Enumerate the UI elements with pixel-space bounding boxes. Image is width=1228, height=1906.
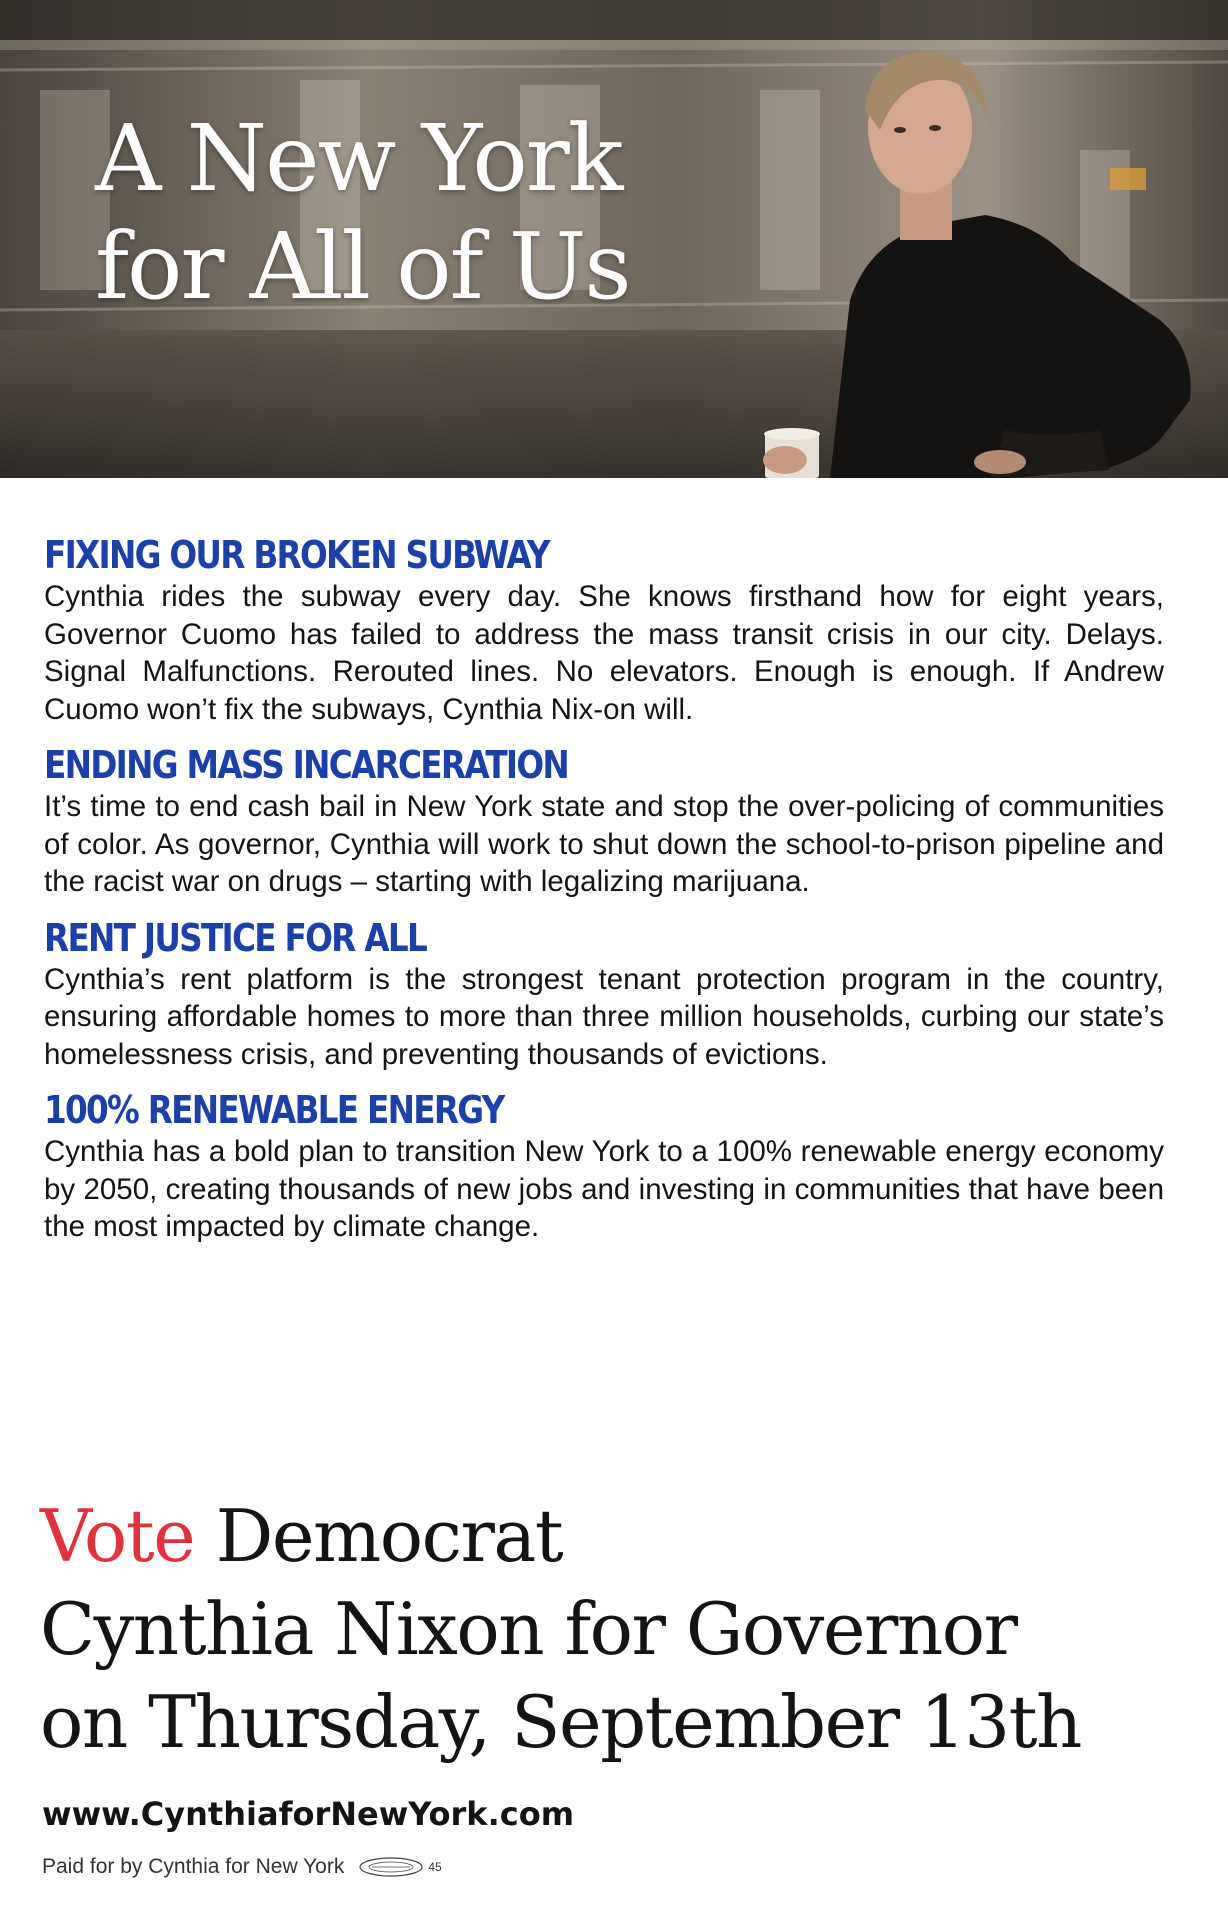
hero-banner xyxy=(0,0,1228,478)
section-body: Cynthia rides the subway every day. She knows firsthand how for eight years, Governor Cuomo has failed to address the mass transit crisis in our city. Delays. Signal Malfunctions. Rerouted lines. No elevators. Enough is enough. If Andrew Cuomo won’t fix the subways, Cynthia Nix-on will. xyxy=(44,580,1164,726)
footer xyxy=(42,1855,442,1879)
section-heading: 100% RENEWABLE ENERGY xyxy=(44,1088,504,1132)
union-label-icon xyxy=(358,1856,424,1878)
platform-sections xyxy=(44,532,1164,1260)
section-heading: ENDING MASS INCARCERATION xyxy=(44,743,569,787)
section-heading: FIXING OUR BROKEN SUBWAY xyxy=(44,533,549,577)
section-subway xyxy=(44,532,1164,728)
party-word: Democrat xyxy=(194,1494,563,1578)
paid-for-disclaimer: Paid for by Cynthia for New York xyxy=(42,1855,345,1878)
vote-word: Vote xyxy=(40,1494,195,1578)
section-rent xyxy=(44,915,1164,1074)
hero-title-line-1: A New York xyxy=(95,105,622,212)
section-heading: RENT JUSTICE FOR ALL xyxy=(44,915,427,960)
vote-line-2: Cynthia Nixon for Governor xyxy=(40,1587,1017,1671)
section-body: It’s time to end cash bail in New York state and stop the over-policing of communities of color. As governor, Cynthia will work to shut down the school-to-prison pipeline and the racist war on drugs – starting with legalizing marijuana. xyxy=(44,790,1164,898)
union-bug xyxy=(358,1856,441,1878)
vote-line-3: on Thursday, September 13th xyxy=(40,1680,1081,1764)
section-energy xyxy=(44,1087,1164,1246)
section-body: Cynthia’s rent platform is the strongest tenant protection program in the country, ensuring affordable homes to more than three million households, curbing our state’s homelessness crisis, and preventing thousands of evictions. xyxy=(44,962,1164,1071)
hero-title xyxy=(95,105,630,321)
hero-title-line-2: for All of Us xyxy=(95,213,630,320)
vote-line-1 xyxy=(40,1490,1200,1583)
vote-callout xyxy=(40,1490,1200,1769)
website-link[interactable]: www.CynthiaforNewYork.com xyxy=(42,1795,575,1833)
section-body: Cynthia has a bold plan to transition New York to a 100% renewable energy economy by 2050, creating thousands of new jobs and investing in communities that have been the most impacted by climate change. xyxy=(44,1135,1164,1243)
section-incarceration xyxy=(44,742,1164,901)
union-bug-number: 45 xyxy=(428,1860,442,1874)
